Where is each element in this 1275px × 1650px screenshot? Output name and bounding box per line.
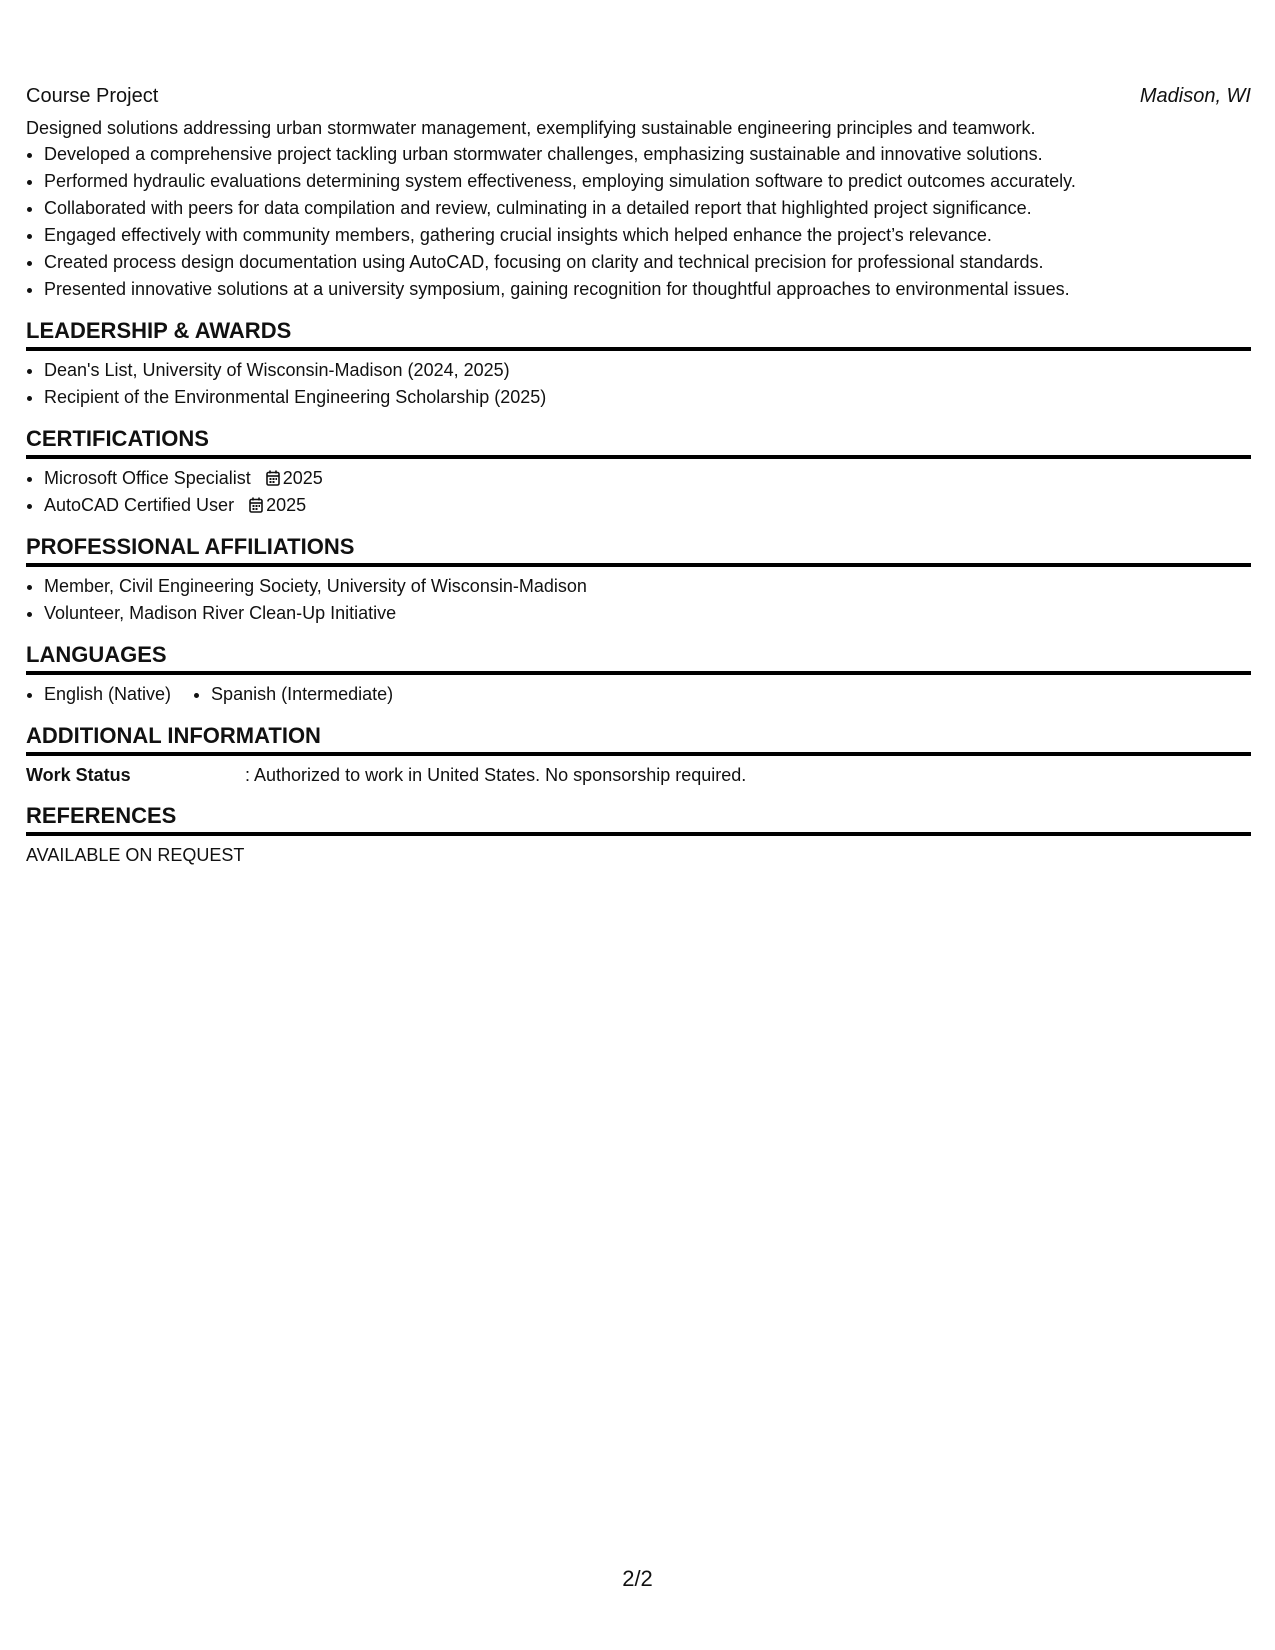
leadership-list — [26, 357, 1251, 411]
cert-name: Microsoft Office Specialist — [44, 468, 251, 488]
list-item: • Dean's List, University of Wisconsin-Madison (2024, 2025) — [44, 357, 1251, 384]
project-description: Designed solutions addressing urban stormwater management, exemplifying sustainable engineering principles and teamwork. — [26, 118, 1036, 138]
work-status-value: : Authorized to work in United States. No sponsorship required. — [245, 765, 747, 785]
references-text: AVAILABLE ON REQUEST — [26, 845, 245, 865]
work-status-row — [26, 762, 1251, 788]
languages-list — [26, 681, 1251, 708]
cert-year: 2025 — [282, 468, 323, 488]
languages-section — [26, 641, 1251, 708]
cert-name: AutoCAD Certified User — [44, 495, 235, 515]
page-number: 2/2 — [622, 1566, 653, 1591]
certifications-list — [26, 465, 1251, 519]
section-title: PROFESSIONAL AFFILIATIONS — [26, 533, 1251, 567]
additional-section — [26, 722, 1251, 788]
work-status-label: Work Status — [26, 765, 131, 785]
list-item: • Developed a comprehensive project tackling urban stormwater challenges, emphasizing sustainable and innovative solutions. — [44, 141, 1251, 168]
resume-page — [26, 82, 1251, 868]
list-item: • Performed hydraulic evaluations determining system effectiveness, employing simulation software to predict outcomes accurately. — [44, 168, 1251, 195]
list-item: • Presented innovative solutions at a university symposium, gaining recognition for thoughtful approaches to environmental issues. — [44, 276, 1251, 303]
list-item: • Collaborated with peers for data compilation and review, culminating in a detailed report that highlighted project significance. — [44, 195, 1251, 222]
list-item: • Spanish (Intermediate) — [211, 681, 393, 708]
calendar-icon — [266, 470, 280, 486]
cert-year: 2025 — [266, 495, 307, 515]
calendar-icon — [249, 497, 263, 513]
list-item: • Engaged effectively with community members, gathering crucial insights which helped enhance the project’s relevance. — [44, 222, 1251, 249]
certifications-section — [26, 425, 1251, 519]
section-title: LEADERSHIP & AWARDS — [26, 317, 1251, 351]
list-item: • Member, Civil Engineering Society, University of Wisconsin-Madison — [44, 573, 1251, 600]
list-item — [44, 492, 1251, 519]
project-location: Madison, WI — [1139, 85, 1251, 107]
project-title: Course Project — [26, 85, 159, 107]
leadership-section — [26, 317, 1251, 411]
affiliations-section — [26, 533, 1251, 627]
section-title: CERTIFICATIONS — [26, 425, 1251, 459]
project-bullets — [26, 141, 1251, 303]
list-item: • Recipient of the Environmental Engineering Scholarship (2025) — [44, 384, 1251, 411]
section-title: LANGUAGES — [26, 641, 1251, 675]
references-section — [26, 802, 1251, 868]
project-header — [26, 82, 1251, 110]
list-item: • English (Native) — [44, 681, 171, 708]
list-item: • Created process design documentation using AutoCAD, focusing on clarity and technical precision for professional standards. — [44, 249, 1251, 276]
list-item — [44, 465, 1251, 492]
list-item: • Volunteer, Madison River Clean-Up Initiative — [44, 600, 1251, 627]
affiliations-list — [26, 573, 1251, 627]
section-title: ADDITIONAL INFORMATION — [26, 722, 1251, 756]
section-title: REFERENCES — [26, 802, 1251, 836]
